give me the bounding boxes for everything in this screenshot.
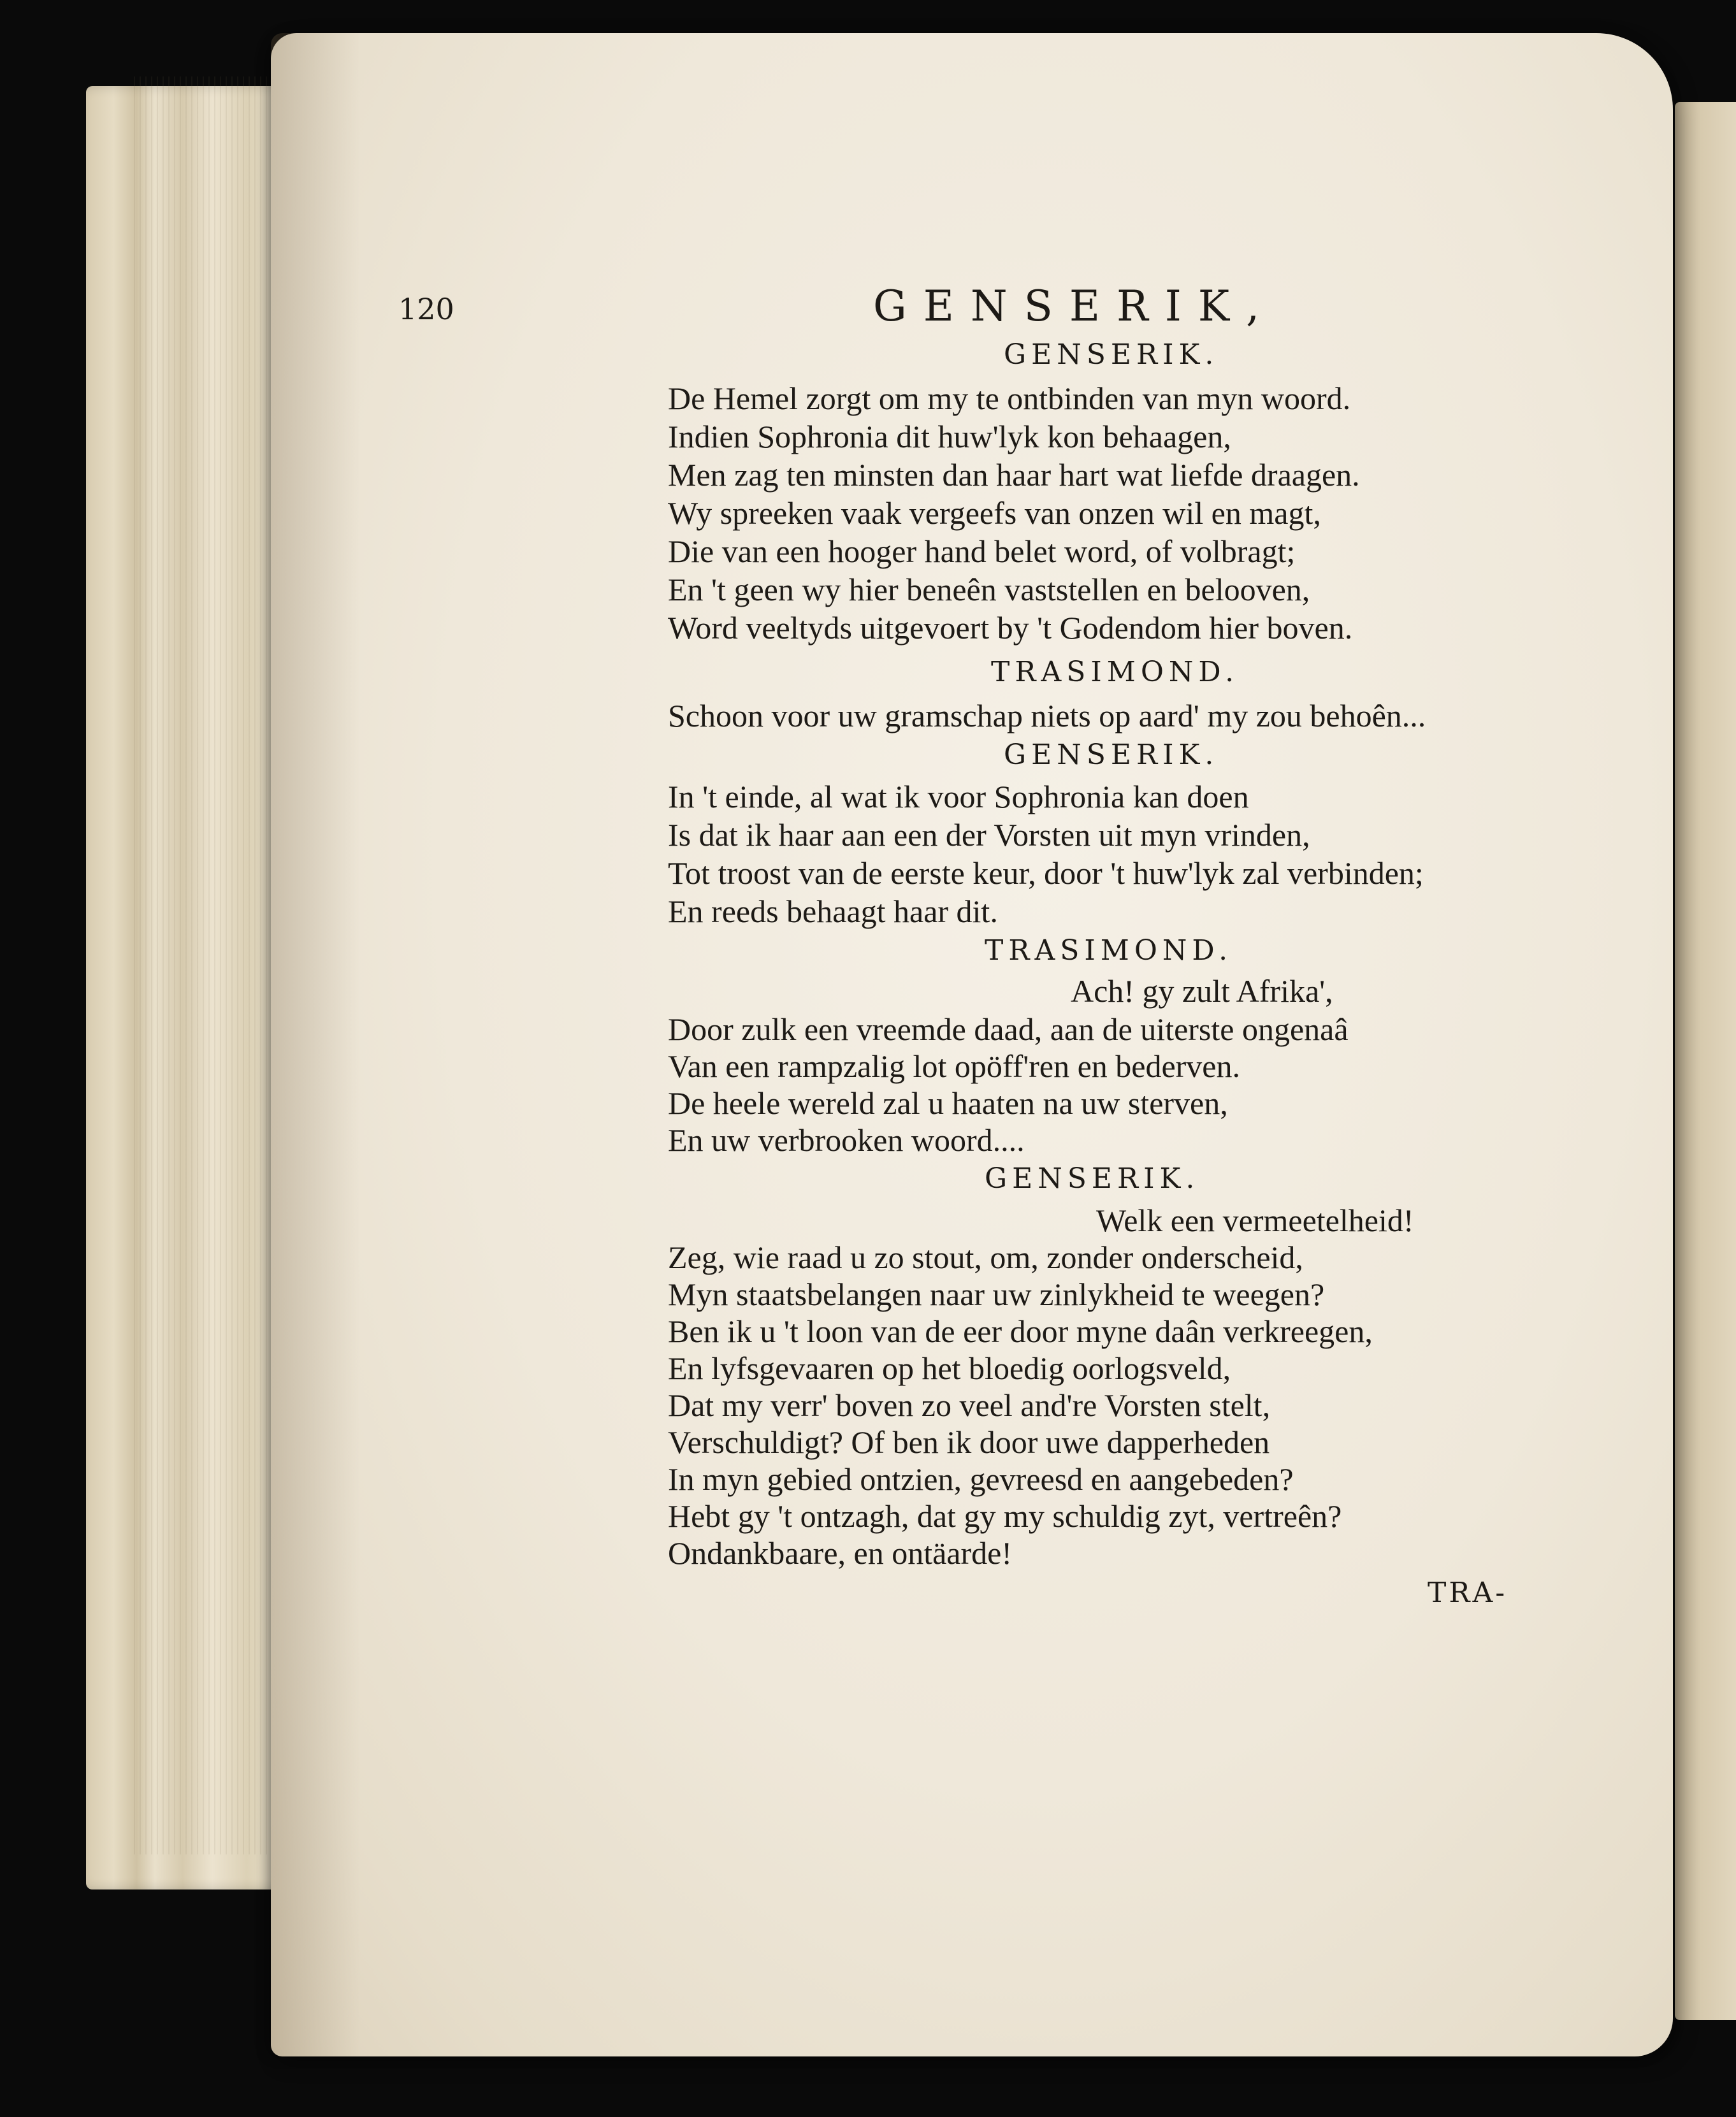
verse-line: Welk een vermeetelheid! xyxy=(1096,1203,1414,1238)
verse-line: En 't geen wy hier beneên vaststellen en belooven, xyxy=(668,572,1310,607)
verse-line: Word veeltyds uitgevoert by 't Godendom hier boven. xyxy=(668,610,1353,646)
verse-line: Door zulk een vreemde daad, aan de uiterste ongenaâ xyxy=(668,1011,1349,1047)
verse-line: Verschuldigt? Of ben ik door uwe dapperheden xyxy=(668,1424,1270,1460)
catchword: TRA- xyxy=(1428,1577,1508,1609)
verse-line: Ach! gy zult Afrika', xyxy=(1071,973,1333,1009)
verse-line: En uw verbrooken woord.... xyxy=(668,1122,1025,1158)
next-page-edge xyxy=(1675,102,1736,2020)
verse-line: Indien Sophronia dit huw'lyk kon behaagen, xyxy=(668,419,1231,454)
gutter-shadow xyxy=(271,33,360,2056)
verse-line: Ben ik u 't loon van de eer door myne daân verkreegen, xyxy=(668,1313,1373,1349)
speaker-heading: TRASIMOND. xyxy=(985,934,1233,967)
speaker-heading: GENSERIK. xyxy=(1004,739,1219,771)
verse-line: Is dat ik haar aan een der Vorsten uit myn vrinden, xyxy=(668,817,1310,853)
verse-line: Tot troost van de eerste keur, door 't huw'lyk zal verbinden; xyxy=(668,855,1424,891)
speaker-heading: TRASIMOND. xyxy=(991,656,1240,688)
verse-line: De heele wereld zal u haaten na uw sterven, xyxy=(668,1085,1228,1121)
verse-line: Schoon voor uw gramschap niets op aard' my zou behoên... xyxy=(668,698,1426,733)
verse-line: In 't einde, al wat ik voor Sophronia kan doen xyxy=(668,779,1249,814)
verse-line: De Hemel zorgt om my te ontbinden van myn woord. xyxy=(668,380,1351,416)
verse-line: Men zag ten minsten dan haar hart wat liefde draagen. xyxy=(668,457,1360,493)
verse-line: En reeds behaagt haar dit. xyxy=(668,893,998,929)
verse-line: In myn gebied ontzien, gevreesd en aangebeden? xyxy=(668,1461,1294,1497)
page-number: 120 xyxy=(398,292,454,326)
speaker-heading: GENSERIK. xyxy=(985,1162,1200,1195)
speaker-heading: GENSERIK. xyxy=(1004,338,1219,371)
verse-line: Myn staatsbelangen naar uw zinlykheid te weegen? xyxy=(668,1276,1325,1312)
running-head: GENSERIK, xyxy=(873,282,1277,331)
verse-line: Wy spreeken vaak vergeefs van onzen wil en magt, xyxy=(668,495,1321,531)
verse-line: Van een rampzalig lot opöff'ren en bederven. xyxy=(668,1048,1240,1084)
verse-line: Ondankbaare, en ontäarde! xyxy=(668,1535,1012,1571)
verse-line: En lyfsgevaaren op het bloedig oorlogsveld, xyxy=(668,1350,1231,1386)
verse-line: Die van een hooger hand belet word, of volbragt; xyxy=(668,533,1296,569)
verse-line: Hebt gy 't ontzagh, dat gy my schuldig zyt, vertreên? xyxy=(668,1498,1342,1534)
verse-line: Dat my verr' boven zo veel and're Vorsten stelt, xyxy=(668,1387,1271,1423)
verse-line: Zeg, wie raad u zo stout, om, zonder onderscheid, xyxy=(668,1239,1303,1275)
